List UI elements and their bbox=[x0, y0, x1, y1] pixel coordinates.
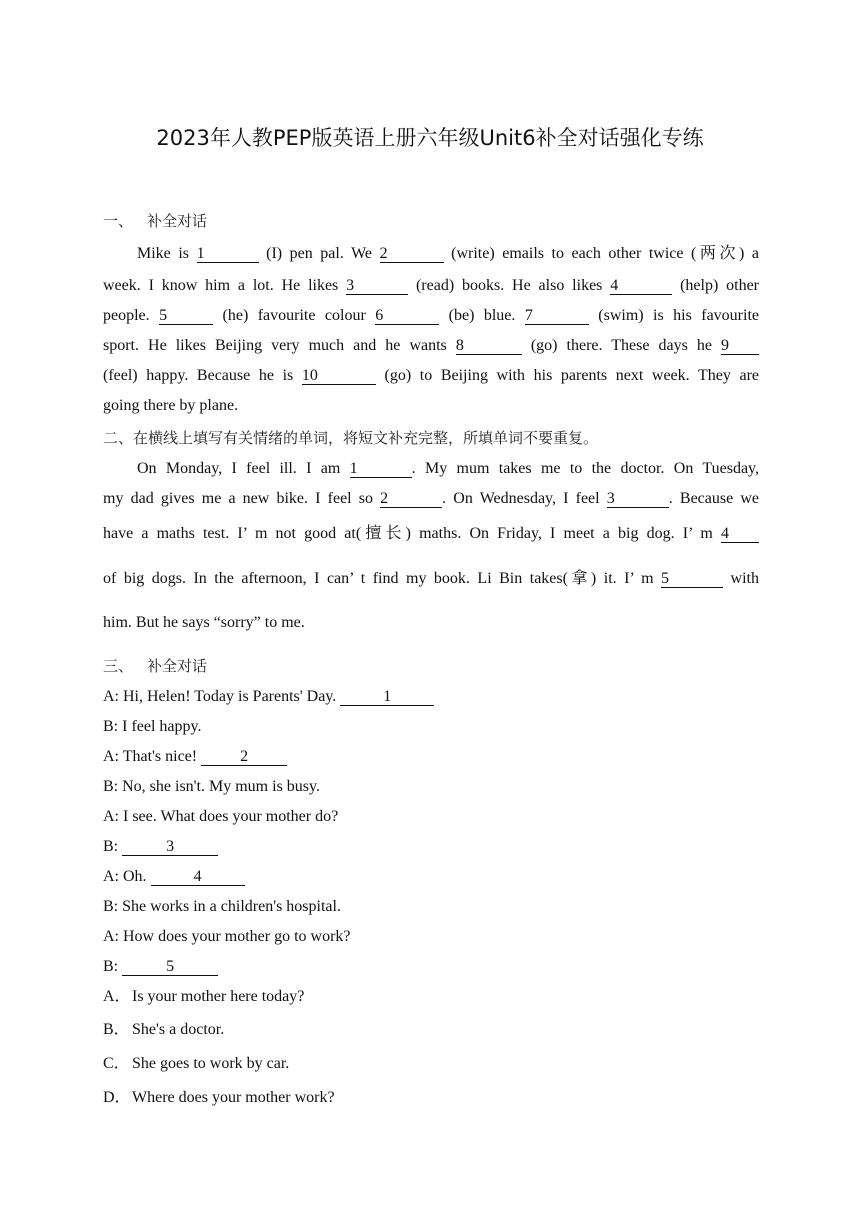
answer-blank[interactable]: 1 bbox=[350, 460, 412, 478]
answer-blank[interactable]: 1 bbox=[340, 688, 434, 706]
line-text: B: bbox=[103, 958, 123, 975]
line-text: A: I see. What does your mother do? bbox=[103, 808, 339, 825]
line-text: (write) emails to each other twice (两次) a bbox=[443, 245, 759, 262]
answer-blank[interactable]: 4 bbox=[151, 868, 245, 886]
line-text: A: How does your mother go to work? bbox=[103, 928, 351, 945]
answer-blank[interactable]: 4 bbox=[721, 525, 759, 543]
text-line bbox=[103, 957, 218, 977]
section1-heading bbox=[103, 210, 207, 231]
option-item[interactable] bbox=[103, 1020, 224, 1040]
text-line bbox=[103, 276, 759, 296]
text-line bbox=[103, 837, 218, 857]
line-text: B: bbox=[103, 838, 123, 855]
text-line bbox=[137, 459, 759, 479]
line-text: have a maths test. I’ m not good at(擅长) maths. On Friday, I meet a big dog. I’ m bbox=[103, 525, 721, 542]
text-line bbox=[103, 717, 201, 737]
text-line bbox=[103, 807, 338, 827]
answer-blank[interactable]: 5 bbox=[159, 307, 213, 325]
text-line bbox=[103, 524, 759, 544]
option-text: Where does your mother work? bbox=[132, 1089, 335, 1106]
answer-blank[interactable]: 1 bbox=[197, 245, 259, 263]
option-text: Is your mother here today? bbox=[132, 988, 305, 1005]
text-line bbox=[103, 927, 351, 947]
answer-blank[interactable]: 8 bbox=[456, 337, 522, 355]
line-text: B: I feel happy. bbox=[103, 718, 202, 735]
line-text: him. But he says “sorry” to me. bbox=[103, 614, 305, 631]
line-text: . My mum takes me to the doctor. On Tuesday, bbox=[411, 460, 759, 477]
answer-blank[interactable]: 3 bbox=[346, 277, 408, 295]
option-item[interactable] bbox=[103, 1088, 335, 1108]
option-letter: C． bbox=[103, 1055, 130, 1072]
line-text: (help) other bbox=[672, 277, 759, 294]
section3-number: 三、 bbox=[103, 657, 134, 675]
line-text: going there by plane. bbox=[103, 397, 239, 414]
option-text: She's a doctor. bbox=[132, 1021, 225, 1038]
line-text: (feel) happy. Because he is bbox=[103, 367, 302, 384]
answer-blank[interactable]: 7 bbox=[525, 307, 589, 325]
text-line bbox=[103, 747, 287, 767]
answer-blank[interactable]: 3 bbox=[122, 838, 218, 856]
line-text: (he) favourite colour bbox=[213, 307, 376, 324]
page-title: 2023年人教PEP版英语上册六年级Unit6补全对话强化专练 bbox=[156, 126, 704, 150]
text-line bbox=[103, 366, 759, 386]
answer-blank[interactable]: 9 bbox=[721, 337, 759, 355]
line-text: with bbox=[723, 570, 759, 587]
line-text: A: Oh. bbox=[103, 868, 151, 885]
option-letter: B． bbox=[103, 1021, 130, 1038]
option-letter: A． bbox=[103, 988, 131, 1005]
line-text: (I) pen pal. We bbox=[258, 245, 380, 262]
text-line bbox=[103, 569, 759, 589]
text-line bbox=[103, 867, 245, 887]
line-text: On Monday, I feel ill. I am bbox=[137, 460, 350, 477]
line-text: . Because we bbox=[668, 490, 759, 507]
answer-blank[interactable]: 2 bbox=[380, 245, 444, 263]
answer-blank[interactable]: 10 bbox=[302, 367, 376, 385]
option-item[interactable] bbox=[103, 987, 304, 1007]
text-line bbox=[103, 306, 759, 326]
answer-blank[interactable]: 5 bbox=[122, 958, 218, 976]
line-text: my dad gives me a new bike. I feel so bbox=[103, 490, 381, 507]
text-line bbox=[103, 613, 759, 633]
line-text: (go) there. These days he bbox=[521, 337, 721, 354]
option-item[interactable] bbox=[103, 1054, 289, 1074]
answer-blank[interactable]: 6 bbox=[375, 307, 439, 325]
option-text: She goes to work by car. bbox=[132, 1055, 290, 1072]
line-text: Mike is bbox=[137, 245, 197, 262]
text-line bbox=[103, 396, 759, 416]
line-text: A: Hi, Helen! Today is Parents' Day. bbox=[103, 688, 341, 705]
answer-blank[interactable]: 2 bbox=[380, 490, 442, 508]
line-text: B: No, she isn't. My mum is busy. bbox=[103, 778, 320, 795]
line-text: (swim) is his favourite bbox=[588, 307, 759, 324]
line-text: people. bbox=[103, 307, 160, 324]
answer-blank[interactable]: 4 bbox=[610, 277, 672, 295]
text-line bbox=[103, 336, 759, 356]
line-text: week. I know him a lot. He likes bbox=[103, 277, 347, 294]
text-line bbox=[103, 489, 759, 509]
line-text: of big dogs. In the afternoon, I can’ t find my book. Li Bin takes(拿) it. I’ m bbox=[103, 570, 662, 587]
text-line bbox=[137, 244, 759, 264]
line-text: . On Wednesday, I feel bbox=[442, 490, 607, 507]
section1-title: 补全对话 bbox=[147, 212, 208, 230]
text-line bbox=[103, 897, 341, 917]
line-text: (be) blue. bbox=[439, 307, 525, 324]
option-letter: D． bbox=[103, 1089, 131, 1106]
section2-heading: 二、在横线上填写有关情绪的单词，将短文补充完整，所填单词不要重复。 bbox=[103, 429, 599, 447]
section1-number: 一、 bbox=[103, 212, 134, 230]
text-line bbox=[103, 777, 320, 797]
answer-blank[interactable]: 2 bbox=[201, 748, 287, 766]
section3-title: 补全对话 bbox=[147, 657, 208, 675]
answer-blank[interactable]: 3 bbox=[607, 490, 669, 508]
line-text: (read) books. He also likes bbox=[408, 277, 611, 294]
line-text: B: She works in a children's hospital. bbox=[103, 898, 341, 915]
text-line bbox=[103, 687, 434, 707]
answer-blank[interactable]: 5 bbox=[661, 570, 723, 588]
line-text: A: That's nice! bbox=[103, 748, 202, 765]
line-text: (go) to Beijing with his parents next week. They are bbox=[375, 367, 760, 384]
section3-heading bbox=[103, 655, 207, 676]
line-text: sport. He likes Beijing very much and he wants bbox=[103, 337, 456, 354]
